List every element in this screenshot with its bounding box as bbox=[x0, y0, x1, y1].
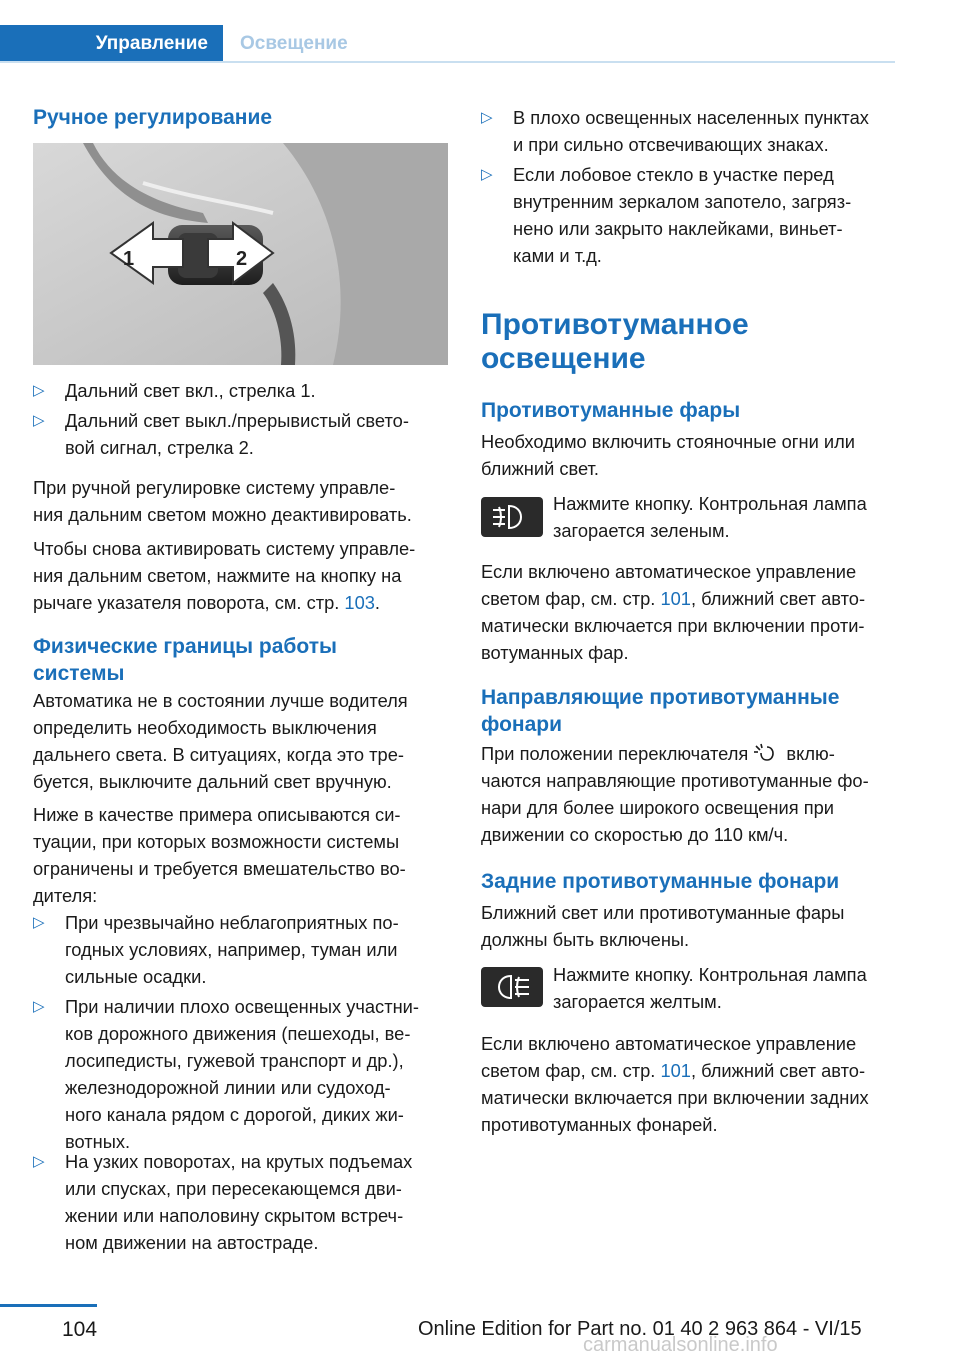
paragraph: Необходимо включить стояночные огни или ближний свет. bbox=[481, 431, 855, 479]
heading-guide-fog-lamps: Направляющие противотуманные фонари bbox=[481, 686, 840, 736]
bullet-triangle-icon: ▷ bbox=[33, 382, 45, 399]
rear-fog-lamp-icon bbox=[481, 967, 543, 1007]
tab-control[interactable] bbox=[0, 25, 223, 61]
heading-physical-limits: Физические границы работы системы bbox=[33, 635, 337, 685]
rear-fog-lamp-button[interactable] bbox=[481, 967, 543, 1007]
bullet-triangle-icon: ▷ bbox=[33, 914, 45, 931]
heading-manual-control: Ручное регулирование bbox=[33, 106, 273, 129]
guide-fog-lamp-icon bbox=[753, 743, 781, 763]
heading-front-fog-lamps: Противотуманные фары bbox=[481, 399, 741, 422]
button-description: Нажмите кнопку. Контрольная лампа загорается желтым. bbox=[553, 964, 867, 1012]
bullet-triangle-icon: ▷ bbox=[481, 166, 493, 183]
heading-rear-fog-lamps: Задние противотуманные фонари bbox=[481, 870, 840, 893]
paragraph: При ручной регулировке систему управле- ния дальним светом можно деактивировать. bbox=[33, 477, 412, 525]
paragraph: Если включено автоматическое управление светом фар, см. стр. 101, ближний свет авто- матически включается при включении проти- вотуманных фар. bbox=[481, 561, 866, 663]
paragraph: Если включено автоматическое управление светом фар, см. стр. 101, ближний свет авто- матически включается при включении задних противотуманных фонарей. bbox=[481, 1033, 869, 1135]
paragraph: При положении переключателя вклю- чаются направляющие противотуманные фо- нари для более широкого освещения при движении со скоростью до 110 км/ч. bbox=[481, 743, 869, 845]
bullet-triangle-icon: ▷ bbox=[481, 109, 493, 126]
paragraph: Ближний свет или противотуманные фары должны быть включены. bbox=[481, 902, 845, 950]
page-link[interactable]: 101 bbox=[660, 588, 691, 609]
watermark: carmanualsonline.info bbox=[583, 1334, 778, 1356]
arrow-label-2: 2 bbox=[236, 248, 248, 270]
page-link[interactable]: 101 bbox=[660, 1060, 691, 1081]
paragraph: Чтобы снова активировать систему управле- ния дальним светом, нажмите на кнопку на рычаге указателя поворота, см. стр. 103. bbox=[33, 538, 416, 613]
page-link[interactable]: 103 bbox=[344, 592, 375, 613]
lever-illustration bbox=[33, 143, 448, 365]
arrow-label-1: 1 bbox=[123, 248, 135, 270]
bullet-triangle-icon: ▷ bbox=[33, 412, 45, 429]
front-fog-lamp-icon bbox=[481, 497, 543, 537]
bullet-triangle-icon: ▷ bbox=[33, 998, 45, 1015]
tab-lighting[interactable]: Освещение bbox=[240, 33, 348, 54]
edition-note: Online Edition for Part no. 01 40 2 963 864 - VI/15 bbox=[418, 1318, 862, 1340]
paragraph: Автоматика не в состоянии лучше водителя определить необходимость выключения дальнего света. В ситуациях, когда это тре- буется, выключите дальний свет вручную. bbox=[33, 690, 408, 792]
button-description: Нажмите кнопку. Контрольная лампа загорается зеленым. bbox=[553, 493, 867, 541]
page-number: 104 bbox=[62, 1318, 98, 1341]
footer-accent-bar bbox=[0, 1304, 97, 1307]
front-fog-lamp-button[interactable] bbox=[481, 497, 543, 537]
paragraph: Ниже в качестве примера описываются си- туации, при которых возможности системы ограничены и требуется вмешательство во- дителя: bbox=[33, 804, 406, 906]
tab-control-label: Управление bbox=[95, 33, 208, 54]
header-tabs bbox=[0, 25, 895, 63]
bullet-triangle-icon: ▷ bbox=[33, 1153, 45, 1170]
lever-illustration-svg bbox=[33, 143, 448, 365]
heading-fog-lighting: Противотуманное освещение bbox=[481, 308, 749, 375]
